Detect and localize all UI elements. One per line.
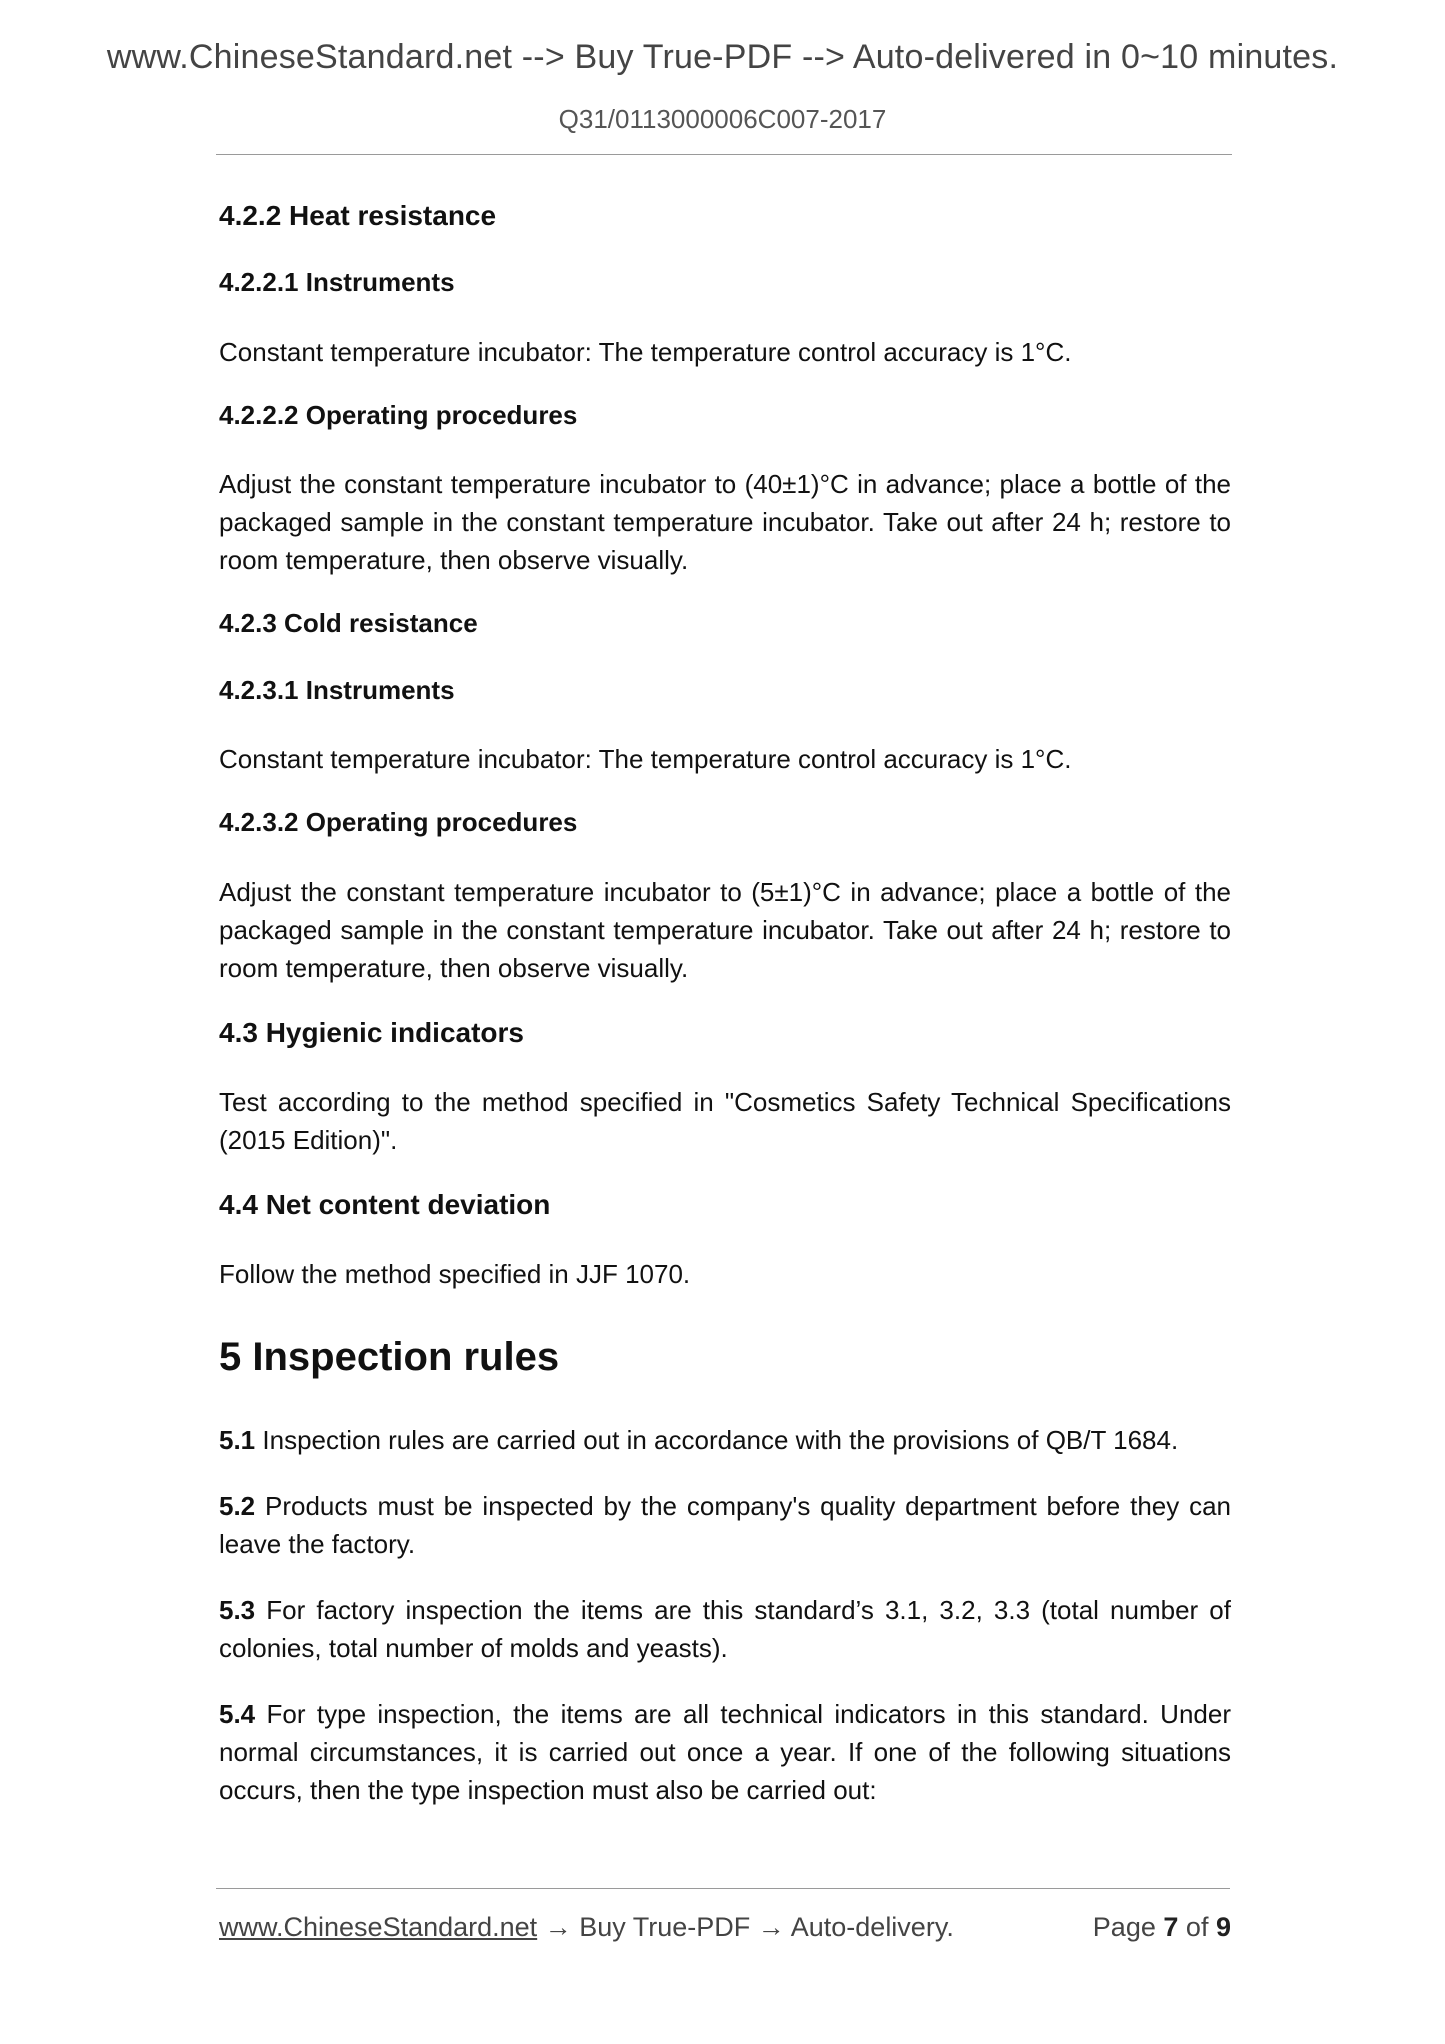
heading-4-2-3-2: 4.2.3.2 Operating procedures [219,807,578,837]
clause-text: For type inspection, the items are all technical indicators in this standard. Under normal circumstances, it is carried out once a year. If one of the following situations occurs, then the type inspection must also be carried out: [219,1698,1231,1805]
clause-text: Inspection rules are carried out in accordance with the provisions of QB/T 1684. [262,1424,1179,1455]
clause-text: For factory inspection the items are this standard’s 3.1, 3.2, 3.3 (total number of colonies, total number of molds and yeasts). [219,1594,1231,1663]
clause-number: 5.4 [219,1698,256,1729]
page-label: Page [1092,1912,1156,1942]
of-label: of [1185,1912,1209,1942]
heading-4-2-3-1: 4.2.3.1 Instruments [219,674,455,705]
page-indicator [1093,1912,1231,1943]
heading-4-2-3: 4.2.3 Cold resistance [219,608,478,638]
footer-divider [216,1888,1230,1889]
clause-text: Products must be inspected by the company's quality department before they can leave the factory. [219,1490,1232,1559]
clause-number: 5.2 [219,1490,256,1521]
page-content [219,198,1231,1837]
paragraph-4-2-2-2: Adjust the constant temperature incubator to (40±1)°C in advance; place a bottle of the packaged sample in the constant temperature incubator. Take out after 24 h; restore to room temperature, then observe visually. [219,469,1231,575]
heading-4-2-2-1: 4.2.2.1 Instruments [219,267,455,297]
paragraph-5-3 [219,1591,1231,1667]
paragraph-4-2-3-2: Adjust the constant temperature incubator to (5±1)°C in advance; place a bottle of the packaged sample in the constant temperature incubator. Take out after 24 h; restore to room temperature, then observe visually. [219,876,1231,983]
heading-4-4: 4.4 Net content deviation [219,1188,551,1220]
site-banner[interactable]: www.ChineseStandard.net --> Buy True-PDF --> Auto-delivered in 0~10 minutes. [106,38,1339,76]
page-current: 7 [1163,1912,1179,1942]
clause-number: 5.1 [219,1424,256,1455]
paragraph-4-2-3-1: Constant temperature incubator: The temperature control accuracy is 1°C. [219,744,1072,774]
heading-4-3: 4.3 Hygienic indicators [219,1016,524,1048]
paragraph-4-4: Follow the method specified in JJF 1070. [219,1258,691,1289]
footer-tagline: → Buy True-PDF → Auto-delivery. [537,1912,954,1942]
footer-left [219,1912,954,1943]
paragraph-4-3: Test according to the method specified in "Cosmetics Safety Technical Specifications (2015 Edition)". [219,1086,1231,1155]
page-total: 9 [1215,1912,1231,1942]
heading-4-2-2: 4.2.2 Heat resistance [219,200,497,231]
footer-site-link[interactable]: www.ChineseStandard.net [219,1912,538,1942]
paragraph-5-4 [219,1695,1231,1809]
paragraph-4-2-2-1: Constant temperature incubator: The temperature control accuracy is 1°C. [219,336,1072,367]
paragraph-5-1 [219,1421,1231,1459]
heading-4-2-2-2: 4.2.2.2 Operating procedures [219,399,578,430]
heading-5: 5 Inspection rules [219,1334,560,1379]
clause-number: 5.3 [219,1594,256,1625]
header-divider [216,154,1232,155]
paragraph-5-2 [219,1487,1231,1563]
page-footer [219,1912,1231,1943]
document-number: Q31/0113000006C007-2017 [558,104,887,134]
